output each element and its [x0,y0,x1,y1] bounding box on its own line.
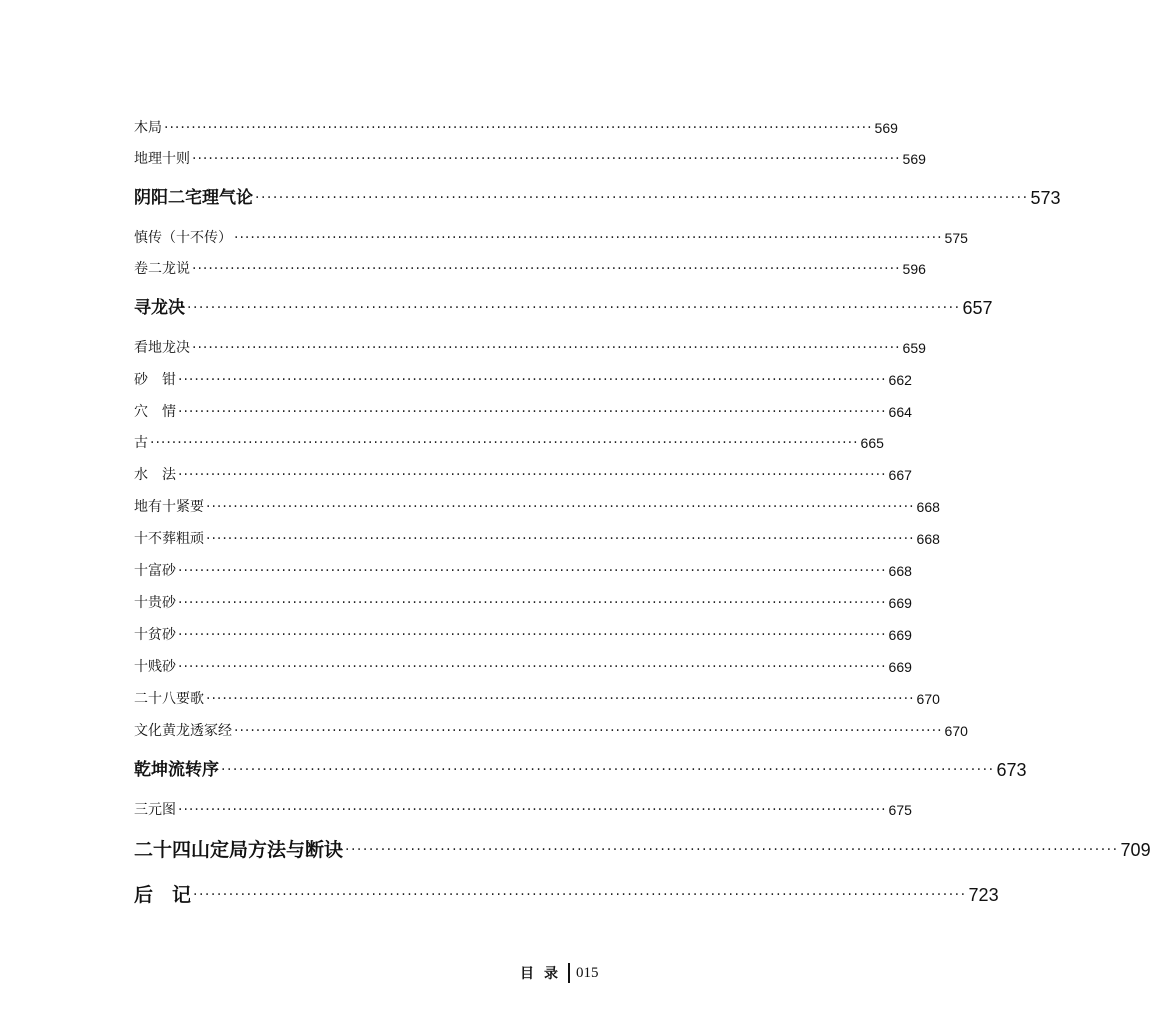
toc-entry[interactable] [134,259,926,279]
toc-chapter-page: 709 [1120,840,1151,860]
toc-entry[interactable] [134,370,912,390]
toc-chapter-title: 乾坤流转序 [134,760,219,780]
leader-dots: ·································································································································· [206,499,915,515]
leader-dots: ·································································································································· [192,261,901,277]
footer-section-title: 目录 [520,966,568,982]
toc-entry-page: 659 [902,340,926,356]
toc-chapter[interactable] [134,186,1061,210]
toc-entry-page: 664 [888,404,912,420]
leader-dots: ·································································································································· [178,595,887,611]
leader-dots: ·································································································································· [178,563,887,579]
footer-page-number: 015 [576,964,599,981]
leader-dots: ·································································································································· [187,300,961,316]
leader-dots: ·································································································································· [255,190,1029,206]
toc-entry-page: 575 [944,230,968,246]
toc-entry[interactable] [134,800,912,820]
leader-dots: ·································································································································· [234,723,943,739]
toc-entry-title: 三元图 [134,802,176,818]
leader-dots: ·································································································································· [192,340,901,356]
toc-entry-title: 穴 情 [134,404,176,420]
leader-dots: ·································································································································· [150,435,859,451]
toc-entry[interactable] [134,497,940,517]
toc-entry-page: 668 [916,499,940,515]
toc-entry-page: 569 [902,151,926,167]
leader-dots: ·································································································································· [164,120,873,136]
page-footer [520,962,599,984]
toc-chapter[interactable] [134,296,993,320]
leader-dots: ·································································································································· [192,151,901,167]
leader-dots: ·································································································································· [178,659,887,675]
toc-entry-title: 砂 钳 [134,372,176,388]
toc-chapter-page: 573 [1030,188,1061,208]
toc-entry-title: 地理十则 [134,151,190,167]
toc-chapter-page: 723 [968,885,999,905]
toc-entry[interactable] [134,529,940,549]
toc-chapter[interactable] [134,758,1027,782]
leader-dots: ·································································································································· [178,627,887,643]
toc-entry-page: 669 [888,595,912,611]
leader-dots: ·································································································································· [178,802,887,818]
leader-dots: ·································································································································· [178,404,887,420]
toc-chapter-title: 寻龙决 [134,298,185,318]
toc-chapter-page: 657 [962,298,993,318]
toc-entry-title: 十贫砂 [134,627,176,643]
toc-entry-page: 668 [888,563,912,579]
toc-entry-title: 十富砂 [134,563,176,579]
toc-entry-title: 卷二龙说 [134,261,190,277]
toc-entry[interactable] [134,593,912,613]
leader-dots: ·································································································································· [178,467,887,483]
toc-entry-page: 670 [916,691,940,707]
toc-entry[interactable] [134,465,912,485]
toc-entry-title: 慎传（十不传） [134,230,232,246]
toc-entry-title: 二十八要歌 [134,691,204,707]
toc-entry[interactable] [134,228,968,248]
toc-entry-page: 675 [888,802,912,818]
leader-dots: ·································································································································· [193,887,967,903]
toc-entry[interactable] [134,402,912,422]
leader-dots: ·································································································································· [345,842,1119,858]
toc-entry-page: 569 [874,120,898,136]
leader-dots: ·································································································································· [234,230,943,246]
toc-chapter-page: 673 [996,760,1027,780]
toc-entry[interactable] [134,338,926,358]
leader-dots: ·································································································································· [178,372,887,388]
toc-entry[interactable] [134,689,940,709]
toc-chapter-title: 后 记 [134,884,192,906]
toc-entry-page: 668 [916,531,940,547]
toc-chapter[interactable] [134,837,1151,863]
toc-entry[interactable] [134,561,912,581]
toc-entry[interactable] [134,625,912,645]
toc-entry-page: 662 [888,372,912,388]
toc-entry[interactable] [134,657,912,677]
toc-entry[interactable] [134,149,926,169]
toc-chapter-title: 阴阳二宅理气论 [134,188,253,208]
toc-entry[interactable] [134,433,884,453]
toc-entry-title: 十贱砂 [134,659,176,675]
toc-entry-title: 地有十紧要 [134,499,204,515]
toc-entry-page: 670 [944,723,968,739]
leader-dots: ·································································································································· [206,531,915,547]
toc-entry-page: 596 [902,261,926,277]
toc-entry-page: 665 [860,435,884,451]
toc-entry-page: 669 [888,659,912,675]
toc-entry-title: 看地龙决 [134,340,190,356]
toc-chapter[interactable] [134,882,999,908]
toc-entry-title: 十不葬粗顽 [134,531,204,547]
toc-chapter-title: 二十四山定局方法与断诀 [134,839,344,861]
toc-entry-page: 669 [888,627,912,643]
toc-entry-title: 古 [134,435,148,451]
footer-divider [568,963,570,983]
leader-dots: ·································································································································· [206,691,915,707]
leader-dots: ·································································································································· [221,762,995,778]
toc-entry[interactable] [134,721,968,741]
toc-entry-title: 木局 [134,120,162,136]
toc-entry-title: 十贵砂 [134,595,176,611]
toc-entry[interactable] [134,118,898,138]
toc-entry-title: 水 法 [134,467,176,483]
toc-entry-title: 文化黄龙透冢经 [134,723,232,739]
toc-entry-page: 667 [888,467,912,483]
